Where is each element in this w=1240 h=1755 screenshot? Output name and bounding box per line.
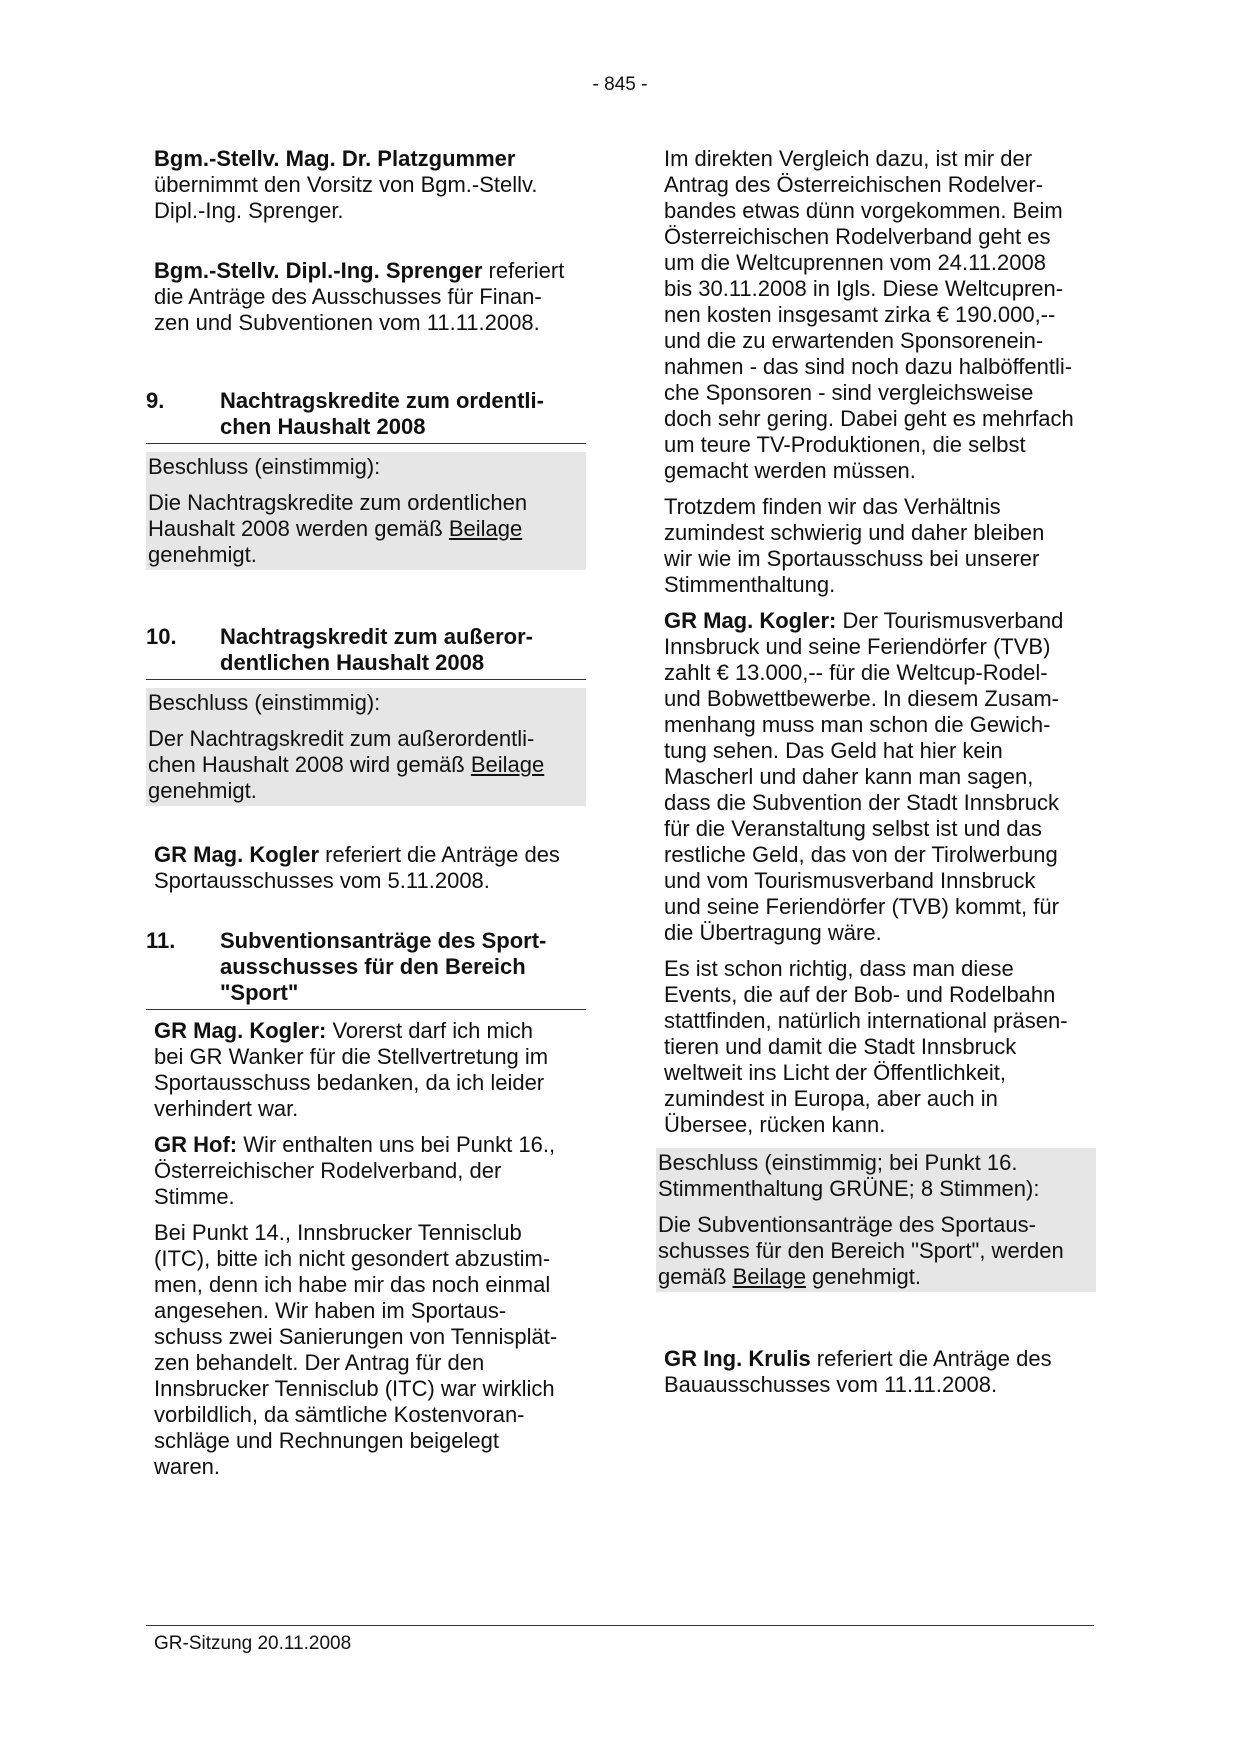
paragraph-kogler-tvb: GR Mag. Kogler: Der Tourismusverband Innsbruck und seine Feriendörfer (TVB) zahlt € 13.000,-- für die Weltcup-Rodel- und Bobwettbewerbe. In diesem Zusam- menhang muss man schon die Gewich- tung sehen. Das Geld hat hier kein Mascherl und daher kann man sagen, dass die Subvention der Stadt Innsbruck für die Veranstaltung selbst ist und das restliche Geld, das von der Tirolwerbung und vom Tourismusverband Innsbruck und seine Feriendörfer (TVB) kommt, für die Übertragung wäre.: [664, 608, 1064, 945]
paragraph-events: Es ist schon richtig, dass man diese Events, die auf der Bob- und Rodelbahn stattfinden, natürlich international präsen- tieren und damit die Stadt Innsbruck weltweit ins Licht der Öffentlichkeit, zumindest in Europa, aber auch in Übersee, rücken kann.: [664, 956, 1068, 1137]
speaker-name: Bgm.-Stellv. Dipl.-Ing. Sprenger: [154, 258, 483, 283]
agenda-item-9: [146, 388, 586, 444]
decision-box-9: [146, 452, 586, 570]
agenda-number: 11.: [146, 928, 176, 953]
left-column: [146, 146, 586, 1490]
paragraph-kogler-thanks: GR Mag. Kogler: Vorerst darf ich mich bei GR Wanker für die Stellvertretung im Sportausschuss bedanken, da ich leider verhindert war.: [154, 1018, 549, 1121]
agenda-title: Subventionsanträge des Sport- ausschusses für den Bereich "Sport": [220, 928, 547, 1005]
agenda-title: Nachtragskredit zum außeror- dentlichen Haushalt 2008: [220, 624, 533, 675]
beilage-link[interactable]: Beilage: [448, 516, 523, 541]
paragraph-text: die Anträge des Ausschusses für Finan- zen und Subventionen vom 11.11.2008.: [154, 284, 542, 335]
speaker-name: Bgm.-Stellv. Mag. Dr. Platzgummer: [154, 146, 516, 171]
decision-head: Beschluss (einstimmig; bei Punkt 16. Stimmenthaltung GRÜNE; 8 Stimmen):: [658, 1150, 1040, 1201]
beilage-link[interactable]: Beilage: [470, 752, 545, 777]
paragraph-text: Bauausschusses vom 11.11.2008.: [664, 1372, 998, 1397]
paragraph-text: Innsbruck und seine Feriendörfer (TVB) zahlt € 13.000,-- für die Weltcup-Rodel- und Bobwettbewerbe. In diesem Zusam- menhang muss man schon die Gewich- tung sehen. Das Geld hat hier kein Mascherl und daher kann man sagen, dass die Subvention der Stadt Innsbruck für die Veranstaltung selbst ist und das restliche Geld, das von der Tirolwerbung und vom Tourismusverband Innsbruck und seine Feriendörfer (TVB) kommt, für die Übertragung wäre.: [664, 634, 1060, 945]
decision-body: Der Nachtragskredit zum außerordentli- chen Haushalt 2008 wird gemäß Beilage genehmigt.: [148, 726, 545, 803]
paragraph-platzgummer: [154, 146, 586, 224]
paragraph-text: Österreichischer Rodelverband, der Stimme.: [154, 1158, 502, 1209]
paragraph-hof: GR Hof: Wir enthalten uns bei Punkt 16., Österreichischer Rodelverband, der Stimme.: [154, 1132, 556, 1209]
paragraph-text: Sportausschusses vom 5.11.2008.: [154, 868, 490, 893]
speaker-name: GR Mag. Kogler: [154, 842, 320, 867]
footer-text: GR-Sitzung 20.11.2008: [154, 1633, 352, 1654]
paragraph-text: übernimmt den Vorsitz von Bgm.-Stellv. Dipl.-Ing. Sprenger.: [154, 172, 538, 223]
beilage-link[interactable]: Beilage: [732, 1264, 806, 1289]
decision-body: Die Nachtragskredite zum ordentlichen Haushalt 2008 werden gemäß Beilage genehmigt.: [148, 490, 528, 567]
decision-head: Beschluss (einstimmig):: [148, 454, 381, 479]
page-number: - 845 -: [592, 74, 648, 95]
speaker-name: GR Hof:: [154, 1132, 238, 1157]
paragraph-stimmenthaltung: Trotzdem finden wir das Verhältnis zumindest schwierig und daher bleiben wir wie im Sportausschuss bei unserer Stimmenthaltung.: [664, 494, 1045, 597]
paragraph-sprenger: Bgm.-Stellv. Dipl.-Ing. Sprenger referiert die Anträge des Ausschusses für Finan- zen und Subventionen vom 11.11.2008.: [154, 258, 565, 335]
right-column: [656, 146, 1096, 1408]
paragraph-text: bei GR Wanker für die Stellvertretung im Sportausschuss bedanken, da ich leider verhindert war.: [154, 1044, 549, 1121]
footer-divider: [146, 1625, 1094, 1626]
paragraph-tennisclub: Bei Punkt 14., Innsbrucker Tennisclub (ITC), bitte ich nicht gesondert abzustim- men, denn ich habe mir das noch einmal angesehen. Wir haben im Sportaus- schuss zwei Sanierungen von Tennisplät- zen behandelt. Der Antrag für den Innsbrucker Tennisclub (ITC) war wirklich vorbildlich, da sämtliche Kostenvoran- schläge und Rechnungen beigelegt waren.: [154, 1220, 558, 1479]
paragraph-rodelverband: Im direkten Vergleich dazu, ist mir der Antrag des Österreichischen Rodelver- bandes etwas dünn vorgekommen. Beim Österreichischen Rodelverband geht es um die Weltcuprennen vom 24.11.2008 bis 30.11.2008 in Igls. Diese Weltcupren- nen kosten insgesamt zirka € 190.000,-- und die zu erwartenden Sponsorenein- nahmen - das sind noch dazu halböffentli- che Sponsoren - sind vergleichsweise doch sehr gering. Dabei geht es mehrfach um teure TV-Produktionen, die selbst gemacht werden müssen.: [664, 146, 1074, 483]
agenda-number: 10.: [146, 624, 177, 649]
paragraph-krulis: GR Ing. Krulis referiert die Anträge des Bauausschusses vom 11.11.2008.: [664, 1346, 1052, 1397]
agenda-title: Nachtragskredite zum ordentli- chen Haushalt 2008: [220, 388, 544, 439]
paragraph-kogler-intro: GR Mag. Kogler referiert die Anträge des Sportausschusses vom 5.11.2008.: [154, 842, 560, 893]
speaker-name: GR Mag. Kogler:: [154, 1018, 327, 1043]
decision-box-11: [656, 1148, 1096, 1292]
agenda-item-11: [146, 928, 586, 1010]
speaker-name: GR Ing. Krulis: [664, 1346, 811, 1371]
decision-body: Die Subventionsanträge des Sportaus- schusses für den Bereich "Sport", werden gemäß Beilage genehmigt.: [658, 1212, 1064, 1289]
decision-box-10: [146, 688, 586, 806]
speaker-name: GR Mag. Kogler:: [664, 608, 837, 633]
decision-head: Beschluss (einstimmig):: [148, 690, 381, 715]
agenda-item-10: [146, 624, 586, 680]
agenda-number: 9.: [146, 388, 165, 413]
